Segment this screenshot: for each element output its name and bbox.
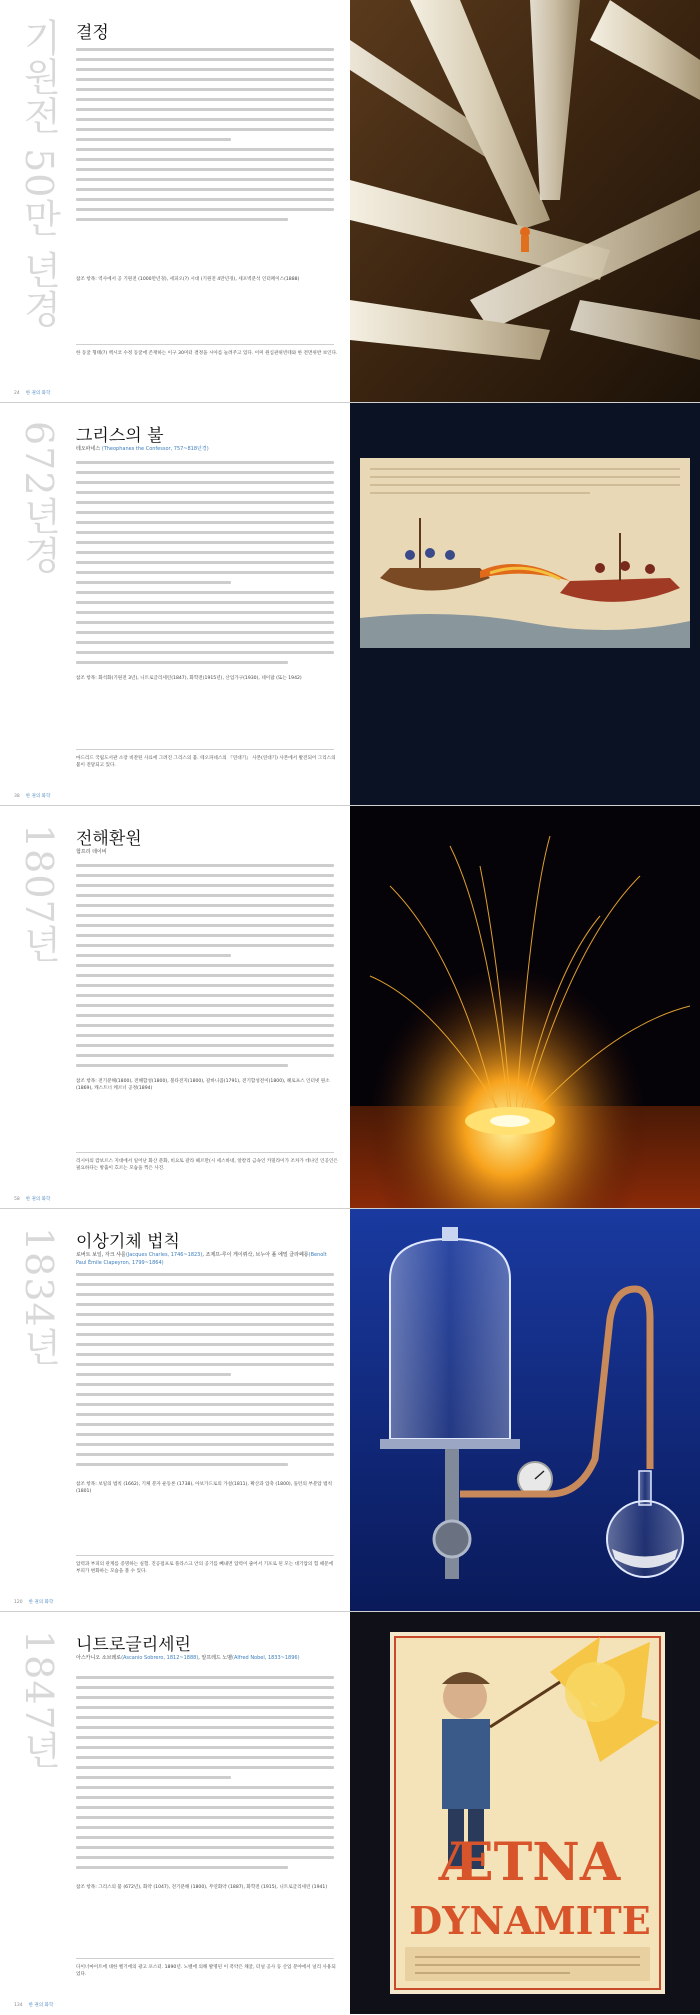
- spread-nitroglycerin: [0, 1612, 700, 2015]
- left-page: [0, 0, 350, 402]
- person-line: 로버트 보일, 자크 샤를(Jacques Charles, 1746~1823), 조제프-루이 게이뤼삭, 브누아 폴 에밀 클라페롱(Benoît Paul Émile Clapeyron, 1799~1864): [76, 1252, 327, 1266]
- manuscript-illustration: [350, 403, 700, 805]
- page-folio: 120 한 권의 화학: [14, 1600, 54, 1605]
- reference-items: 참조 항목: 보일의 법칙 (1662), 기체 분자 운동론 (1738), 아보가드로의 가설(1811), 확산과 압축 (1800), 돌턴의 부분압 법칙 (1801): [76, 1482, 333, 1494]
- reference-items: 참조 항목: 전기분해(1800), 전해합성(1800), 볼타전지(1800), 갈바니즘(1791), 전기합성전이(1800), 헤로프스 인터넷 원소(1869), 캐스트너 케르너 공정(1894): [76, 1079, 330, 1091]
- page-folio: 24 한 권의 화학: [14, 391, 51, 396]
- spread-ideal-gas-law: [0, 1209, 700, 1612]
- page-folio: 58 한 권의 화학: [14, 1197, 51, 1202]
- page-folio: 38 한 권의 화학: [14, 794, 51, 799]
- figure-caption: 한 동굴 형태(?) 멕시코 수정 동굴에 존재하는 이구 30미터 결정을 시아를 늘려주고 있다. 이미 원심관위빈테와 한 전면위반 보인다.: [76, 351, 338, 356]
- body-text: [76, 1273, 334, 1473]
- reference-items: 참조 항목: 그리스의 불 (672년), 화약 (1047), 전기분해 (1800), 무연화약 (1887), 화학전 (1915), 니트로글리세린 (1941): [76, 1885, 328, 1890]
- figure-caption: 리시아의 캄보르스 지대에서 일어난 화산 분화, 비요토 갈라 헤르만(시 세스바네, 알칼리 금속인 카밀라이가 조차가 데나인 인공인은 필요하다는 방출이 흐르는 모습을 찍은 사진.: [76, 1159, 338, 1171]
- year-heading: 1834년: [17, 1227, 61, 1367]
- year-heading: 1807년: [17, 824, 61, 964]
- spread-crystals: [0, 0, 700, 403]
- page-folio: 134 한 권의 화학: [14, 2003, 54, 2008]
- year-heading: 672년경: [17, 421, 61, 575]
- left-page: [0, 1209, 350, 1611]
- person-line: 아스카니오 소브레로(Ascanio Sobrero, 1812~1888), 알프레드 노벨(Alfred Nobel, 1833~1896): [76, 1655, 300, 1661]
- body-text: [76, 461, 334, 671]
- person-line: 험프리 데이비: [76, 849, 107, 855]
- divider: [76, 344, 334, 345]
- spread-electrolysis: [0, 806, 700, 1209]
- body-text: [76, 864, 334, 1074]
- body-text: [76, 48, 334, 228]
- divider: [76, 1958, 334, 1959]
- person-line: 테오파네스 (Theophanes the Confessor, 757~818년경): [76, 446, 209, 452]
- bell-jar-apparatus-photo: [350, 1209, 700, 1611]
- explorer-figure: [520, 227, 530, 237]
- divider: [76, 749, 334, 750]
- year-heading: 1847년: [17, 1630, 61, 1770]
- dynamite-poster: [350, 1612, 700, 2014]
- divider: [76, 1555, 334, 1556]
- reference-items: 참조 항목: 화석화(기원전 3년), 니트로글리세린(1847), 화학전(1915년), 산업가구(1930), 네이팜 (또는 1942): [76, 676, 302, 681]
- figure-caption: 마드리드 국립도서관 소장 비잔틴 사료에 그려진 그리스의 불. 테오파네스의 『연대기』 사본(연대기) 사본에서 발견되어 그리스의 불이 전달되고 있다.: [76, 756, 336, 768]
- reference-items: 참조 항목: 역사에서 공 기원전 (1000만년경), 세피오(?) 시대 (기원전 4만년경), 세포벽분석 인터페이스(1888): [76, 277, 300, 282]
- page-title: 결정: [76, 23, 109, 43]
- left-page: [0, 403, 350, 805]
- page-title: 니트로글리세린: [76, 1635, 191, 1655]
- divider: [76, 1152, 334, 1153]
- page-title: 그리스의 불: [76, 426, 164, 446]
- crystal-cave-photo: [350, 0, 700, 402]
- year-heading: 기원전 50만 년경: [17, 18, 61, 329]
- body-text: [76, 1676, 334, 1876]
- figure-caption: 압력과 부피의 관계를 증명하는 실험. 진공펌프로 플라스크 안의 공기를 빼내면 압력이 줄어서 기포로 된 모는 대기압의 힘 때문에 부피가 변화하는 모습을 볼 수 있다.: [76, 1562, 334, 1574]
- volcano-eruption-photo: [350, 806, 700, 1208]
- page-title: 전해환원: [76, 829, 142, 849]
- spread-greek-fire: [0, 403, 700, 806]
- page-title: 이상기체 법칙: [76, 1232, 180, 1252]
- left-page: [0, 806, 350, 1208]
- left-page: [0, 1612, 350, 2014]
- figure-caption: 다이너마이트에 대한 벨기에의 광고 포스터. 1890년. 노벨에 의해 발명된 이 폭약은 채굴, 터널 공사 등 산업 분야에서 널리 사용되었다.: [76, 1965, 336, 1977]
- poster-text-aetna: ÆTNA: [439, 1832, 621, 1893]
- poster-text-dynamite: DYNAMITE: [409, 1898, 651, 1943]
